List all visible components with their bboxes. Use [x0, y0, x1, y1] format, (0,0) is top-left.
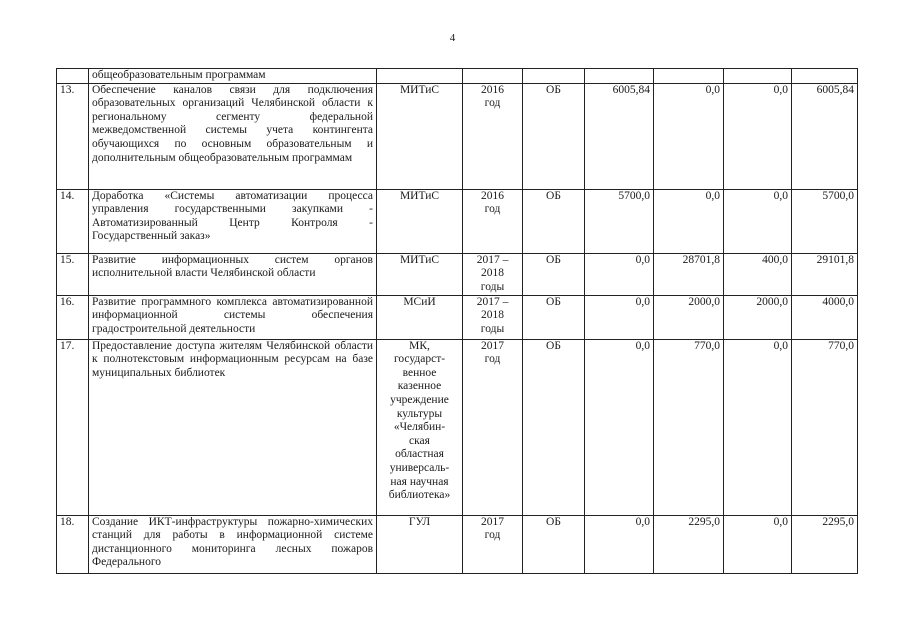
amount-2017-cell [654, 189, 724, 253]
amount-total: 29101,8 [816, 253, 854, 266]
amount-2017-cell [654, 83, 724, 189]
term-cell [463, 339, 523, 515]
term-cell [463, 253, 523, 295]
amount-2018-cell [724, 339, 792, 515]
amount-2018: 2000,0 [756, 295, 788, 308]
funding-source-cell [523, 515, 585, 573]
amount-2018: 400,0 [762, 253, 788, 266]
activity-name: Доработка «Системы автоматизации процесса управления государственными закупками - Автоматизированный Центр Контроля - Государственный заказ» [92, 189, 373, 243]
executor: ГУЛ [408, 515, 431, 528]
amount-total-cell [792, 69, 858, 84]
activity-name: Развитие информационных систем органов исполнительной власти Челябинской области [92, 253, 373, 280]
activity-name-cell [89, 295, 377, 339]
amount-total-cell [792, 253, 858, 295]
row-number: 16. [60, 295, 75, 308]
amount-total: 4000,0 [822, 295, 854, 308]
term-cell [463, 69, 523, 84]
amount-2016-cell [585, 515, 654, 573]
program-activities-table [56, 68, 858, 574]
executor: МСиИ [403, 295, 436, 308]
funding-source-cell [523, 295, 585, 339]
row-number: 17. [60, 339, 75, 352]
amount-2016: 0,0 [635, 515, 650, 528]
activity-name-cell [89, 253, 377, 295]
amount-2018-cell [724, 253, 792, 295]
amount-total-cell [792, 295, 858, 339]
funding-source: ОБ [546, 253, 561, 266]
amount-total-cell [792, 515, 858, 573]
amount-2017: 770,0 [694, 339, 720, 352]
amount-2018-cell [724, 69, 792, 84]
term-cell [463, 189, 523, 253]
activity-name: общеобразовательным программам [92, 69, 266, 81]
activity-name: Обеспечение каналов связи для подключения образовательных организаций Челябинской области к региональному сегменту федеральной межведомственной системы учета контингента обучающихся по основным образовательным и дополнительным общеобразовательным программам [92, 83, 373, 164]
executor: МИТиС [399, 189, 440, 202]
row-number-cell [57, 83, 89, 189]
executor: МИТиС [399, 253, 440, 266]
row-number: 18. [60, 515, 75, 528]
amount-2018-cell [724, 515, 792, 573]
funding-source-cell [523, 339, 585, 515]
amount-2017-cell [654, 339, 724, 515]
term: 2016 год [481, 83, 504, 110]
amount-2018: 0,0 [773, 515, 788, 528]
table-row [57, 253, 858, 295]
activity-name-cell [89, 515, 377, 573]
table-row [57, 83, 858, 189]
table-row [57, 295, 858, 339]
term-cell [463, 515, 523, 573]
row-number-cell [57, 69, 89, 84]
amount-2016-cell [585, 69, 654, 84]
executor: МК, государст- венное казенное учреждение культуры «Челябин- ская областная универсаль- ная научная библиотека» [388, 339, 451, 502]
funding-source: ОБ [546, 83, 561, 96]
amount-total: 5700,0 [822, 189, 854, 202]
amount-total-cell [792, 83, 858, 189]
amount-2016: 0,0 [635, 295, 650, 308]
funding-source-cell [523, 69, 585, 84]
funding-source: ОБ [546, 339, 561, 352]
term-cell [463, 295, 523, 339]
funding-source: ОБ [546, 295, 561, 308]
amount-2018: 0,0 [773, 339, 788, 352]
executor-cell [377, 339, 463, 515]
amount-2016-cell [585, 339, 654, 515]
row-number: 13. [60, 83, 75, 96]
amount-total-cell [792, 339, 858, 515]
amount-2017: 0,0 [705, 189, 720, 202]
amount-total-cell [792, 189, 858, 253]
amount-2017: 28701,8 [682, 253, 720, 266]
executor-cell [377, 515, 463, 573]
table-row [57, 189, 858, 253]
funding-source-cell [523, 83, 585, 189]
amount-2016: 6005,84 [612, 83, 650, 96]
amount-2017: 2000,0 [688, 295, 720, 308]
executor-cell [377, 83, 463, 189]
amount-2016: 0,0 [635, 253, 650, 266]
amount-2016-cell [585, 189, 654, 253]
amount-2018-cell [724, 295, 792, 339]
executor-cell [377, 253, 463, 295]
row-number-cell [57, 189, 89, 253]
funding-source: ОБ [546, 515, 561, 528]
executor: МИТиС [399, 83, 440, 96]
term: 2017 – 2018 годы [476, 295, 509, 335]
executor-cell [377, 189, 463, 253]
table-row [57, 69, 858, 84]
amount-total: 2295,0 [822, 515, 854, 528]
amount-total: 770,0 [828, 339, 854, 352]
term: 2017 – 2018 годы [476, 253, 509, 293]
activity-name: Создание ИКТ-инфраструктуры пожарно-химических станций для работы в информационной системе дистанционного мониторинга лесных пожаров Федерального [92, 515, 373, 569]
amount-2017-cell [654, 253, 724, 295]
amount-2018: 0,0 [773, 83, 788, 96]
executor-cell [377, 69, 463, 84]
activity-name: Развитие программного комплекса автоматизированной информационной системы обеспечения градостроительной деятельности [92, 295, 373, 335]
page-number: 4 [449, 32, 456, 44]
term: 2017 год [481, 339, 504, 366]
activity-name-cell [89, 189, 377, 253]
table-row [57, 515, 858, 573]
row-number: 14. [60, 189, 75, 202]
row-number-cell [57, 295, 89, 339]
table-row [57, 339, 858, 515]
executor-cell [377, 295, 463, 339]
amount-2017-cell [654, 295, 724, 339]
amount-2018-cell [724, 189, 792, 253]
row-number: 15. [60, 253, 75, 266]
amount-2017: 2295,0 [688, 515, 720, 528]
amount-2016-cell [585, 295, 654, 339]
amount-total: 6005,84 [816, 83, 854, 96]
row-number-cell [57, 253, 89, 295]
term-cell [463, 83, 523, 189]
amount-2016: 0,0 [635, 339, 650, 352]
funding-source: ОБ [546, 189, 561, 202]
funding-source-cell [523, 253, 585, 295]
row-number-cell [57, 339, 89, 515]
amount-2016-cell [585, 253, 654, 295]
row-number-cell [57, 515, 89, 573]
activity-name: Предоставление доступа жителям Челябинской области к полнотекстовым информационным ресурсам на базе муниципальных библиотек [92, 339, 373, 379]
amount-2017-cell [654, 515, 724, 573]
amount-2017: 0,0 [705, 83, 720, 96]
funding-source-cell [523, 189, 585, 253]
amount-2018-cell [724, 83, 792, 189]
amount-2018: 0,0 [773, 189, 788, 202]
term: 2016 год [481, 189, 504, 216]
amount-2016-cell [585, 83, 654, 189]
activity-name-cell [89, 339, 377, 515]
amount-2017-cell [654, 69, 724, 84]
amount-2016: 5700,0 [618, 189, 650, 202]
activity-name-cell [89, 83, 377, 189]
activity-name-cell [89, 69, 377, 84]
term: 2017 год [481, 515, 504, 542]
